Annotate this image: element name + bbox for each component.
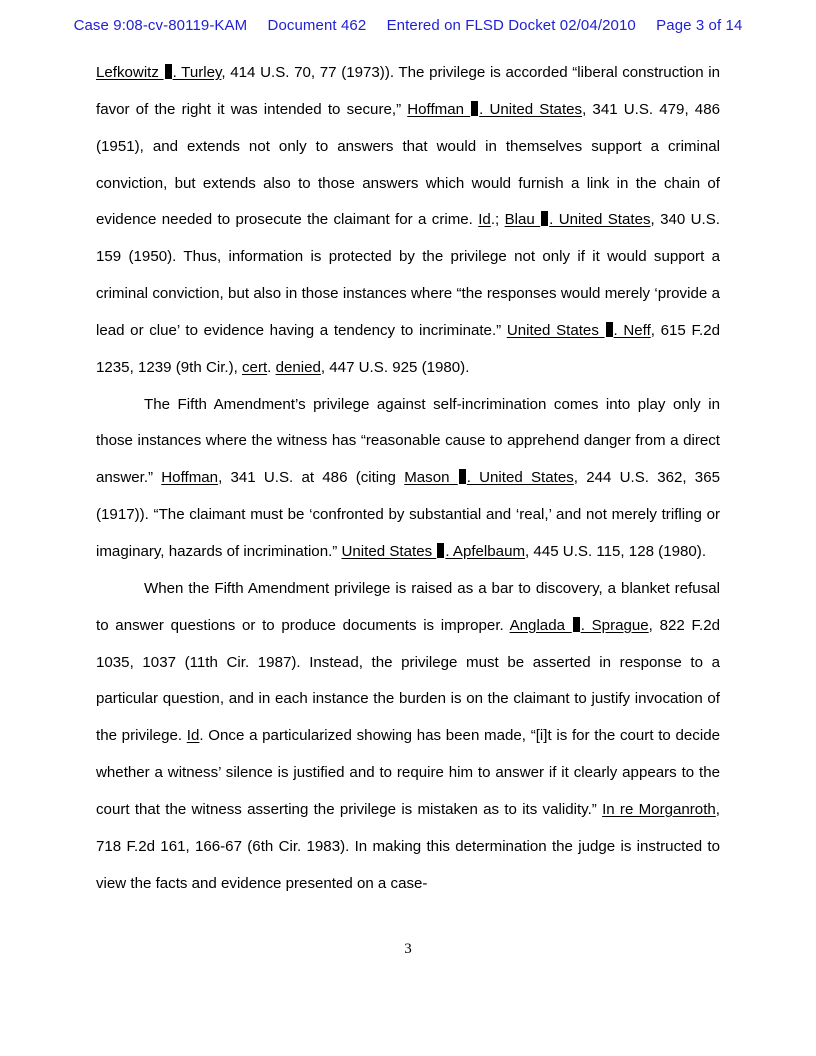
redaction-mark: [606, 322, 613, 337]
cert-label: cert: [242, 358, 268, 376]
citation: Anglada . Sprague: [509, 616, 649, 634]
redaction-mark: [437, 543, 444, 558]
citation: In re Morganroth: [602, 800, 716, 818]
citation: Lefkowitz . Turley: [96, 64, 222, 81]
docket-entry: Entered on FLSD Docket 02/04/2010: [386, 17, 636, 34]
redaction-mark: [165, 64, 172, 79]
document-number: Document 462: [267, 17, 367, 34]
paragraph-2: The Fifth Amendment’s privilege against self-incrimination comes into play only in those instances where the witness has “reasonable cause to apprehend danger from a direct answer.” Hoffman, 341 U.S. at 486 (citing Mason . United States, 244 U.S. 362, 365 (1917)). “The claimant must be ‘confronted by substantial and ‘real,’ and not merely trifling or imaginary, hazards of incrimination.” United States . Apfelbaum, 445 U.S. 115, 128 (1980).: [96, 395, 720, 560]
citation: Hoffman: [161, 469, 219, 487]
redaction-mark: [459, 469, 466, 484]
page-count: Page 3 of 14: [656, 17, 743, 34]
redaction-mark: [573, 617, 580, 632]
case-number: Case 9:08-cv-80119-KAM: [73, 17, 248, 34]
redaction-mark: [471, 101, 478, 116]
redaction-mark: [541, 211, 548, 226]
citation: Mason . United States: [404, 469, 574, 487]
id-citation: Id: [478, 211, 491, 229]
document-body: [96, 55, 720, 902]
page-number: 3: [404, 941, 412, 957]
paragraph-1: Lefkowitz . Turley, 414 U.S. 70, 77 (1973)). The privilege is accorded “liberal construction in favor of the right it was intended to secure,” Hoffman . United States, 341 U.S. 479, 486 (1951), and extends not only to answers that would in themselves support a criminal conviction, but extends also to those answers which would furnish a link in the chain of evidence needed to prosecute the claimant for a crime. Id.; Blau . United States, 340 U.S. 159 (1950). Thus, information is protected by the privilege not only if it would support a criminal conviction, but also in those instances where “the responses would merely ‘provide a lead or clue’ to evidence having a tendency to incriminate.” United States . Neff, 615 F.2d 1235, 1239 (9th Cir.), cert. denied, 447 U.S. 925 (1980).: [96, 64, 720, 376]
id-citation: Id: [186, 727, 200, 745]
citation: United States . Neff: [506, 321, 651, 339]
citation: Hoffman . United States: [407, 100, 583, 118]
denied-label: denied: [275, 358, 321, 376]
citation: United States . Apfelbaum: [341, 542, 526, 560]
paragraph-3: When the Fifth Amendment privilege is raised as a bar to discovery, a blanket refusal to answer questions or to produce documents is improper. Anglada . Sprague, 822 F.2d 1035, 1037 (11th Cir. 1987). Instead, the privilege must be asserted in response to a particular question, and in each instance the burden is on the claimant to justify invocation of the privilege. Id. Once a particularized showing has been made, “[i]t is for the court to decide whether a witness’ silence is justified and to require him to answer if it clearly appears to the court that the witness asserting the privilege is mistaken as to its validity.” In re Morganroth, 718 F.2d 161, 166-67 (6th Cir. 1983). In making this determination the judge is instructed to view the facts and evidence presented on a case-: [96, 579, 720, 892]
citation: Blau . United States: [504, 211, 651, 229]
docket-header: [0, 17, 816, 34]
